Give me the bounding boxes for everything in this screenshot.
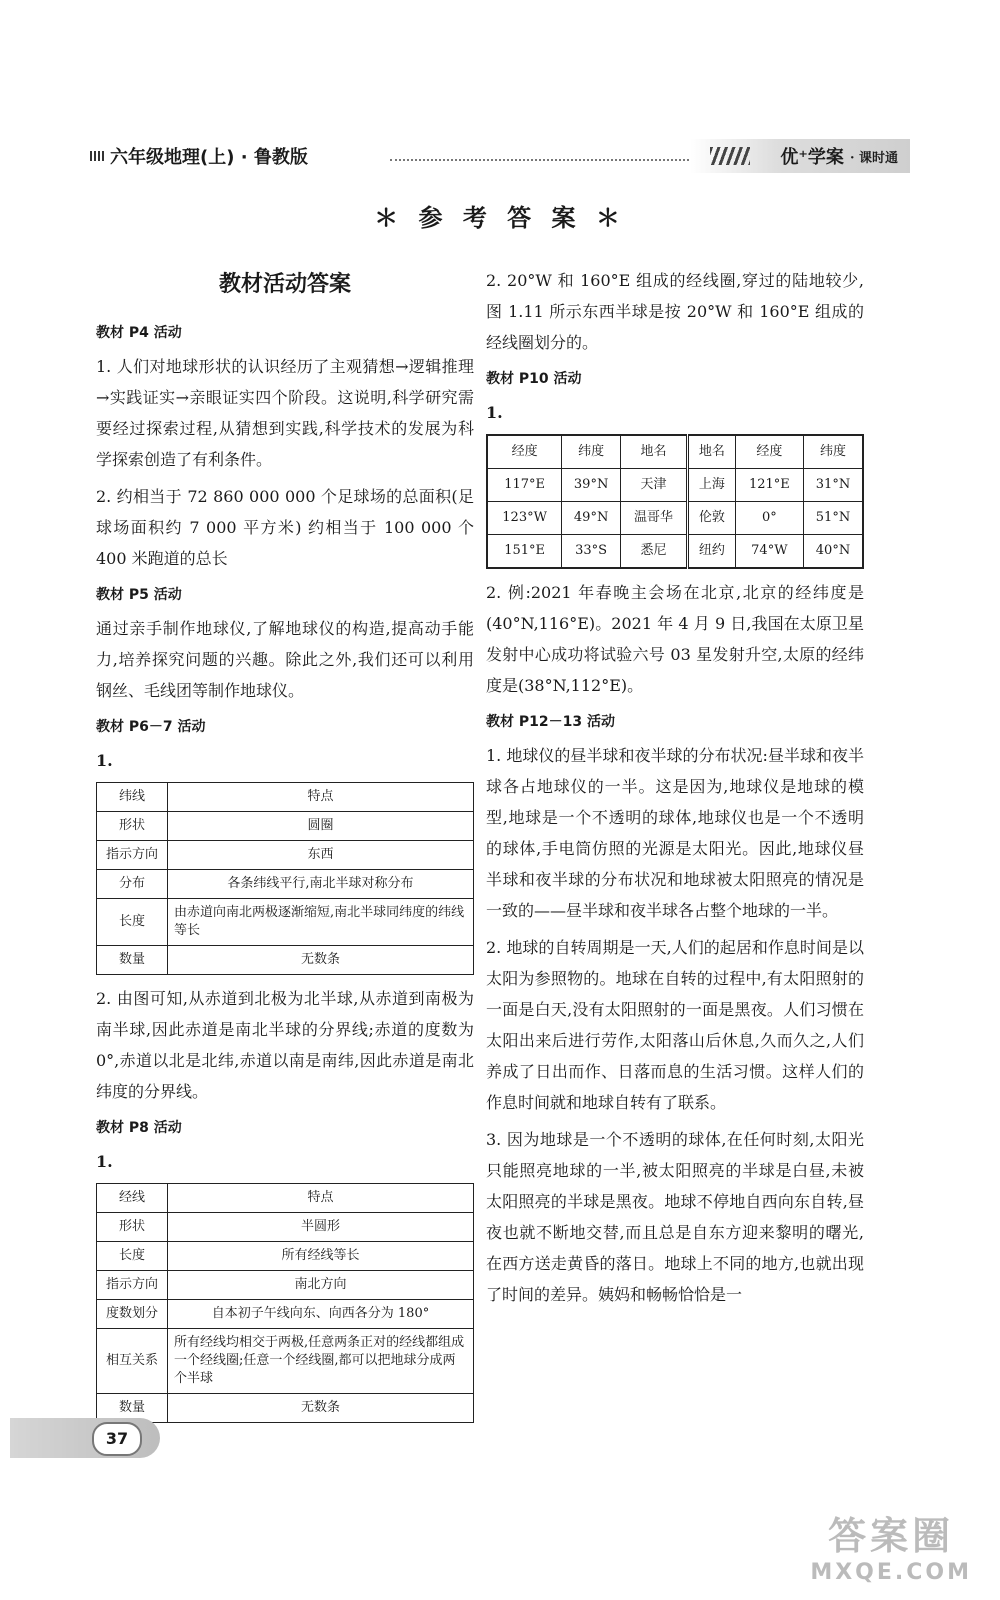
table-row: 数量 无数条 [97, 946, 474, 975]
watermark-logo: 答案圈 MXQE.COM [810, 1514, 972, 1585]
longitude-table [96, 1183, 474, 1423]
p1213-item-2: 2. 地球的自转周期是一天,人们的起居和作息时间是以太阳为参照物的。地球在自转的过程中,有太阳照射的一面是白天,没有太阳照射的一面是黑夜。人们习惯在太阳出来后进行劳作,太阳落山后休息,久而久之,人们养成了日出而作、日落而息的生活习惯。这样人们的作息时间就和地球自转有了联系。 [486, 938, 864, 1112]
heading-p5: 教材 P5 活动 [96, 587, 182, 603]
table-row: 相互关系 所有经线均相交于两极,任意两条正对的经线都组成一个经线圈;任意一个经线圈,都可以把地球分成两个半球 [97, 1329, 474, 1394]
latitude-table [96, 782, 474, 975]
slashes-icon [710, 147, 750, 165]
table-row: 指示方向 南北方向 [97, 1271, 474, 1300]
p67-item-1-label: 1. [96, 751, 113, 770]
heading-p4: 教材 P4 活动 [96, 325, 182, 341]
p4-item-2: 2. 约相当于 72 860 000 000 个足球场的总面积(足球场面积约 7 000 平方米) 约相当于 100 000 个 400 米跑道的总长 [96, 487, 474, 568]
grid-icon [90, 151, 104, 161]
heading-p12-13: 教材 P12－13 活动 [486, 714, 615, 730]
table-row: 123°W 49°N 温哥华 伦敦 0° 51°N [487, 502, 863, 535]
table-row: 形状 半圆形 [97, 1213, 474, 1242]
heading-p6-7: 教材 P6－7 活动 [96, 719, 206, 735]
p1213-item-3: 3. 因为地球是一个不透明的球体,在任何时刻,太阳光只能照亮地球的一半,被太阳照亮的半球是白昼,未被太阳照亮的半球是黑夜。地球不停地自西向东自转,昼夜也就不断地交替,而且总是自东方迎来黎明的曙光,在西方送走黄昏的落日。地球上不同的地方,也就出现了时间的差异。姨妈和畅畅恰恰是一 [486, 1130, 864, 1304]
p10-item-2: 2. 例:2021 年春晚主会场在北京,北京的经纬度是(40°N,116°E)。2021 年 4 月 9 日,我国在太原卫星发射中心成功将试验六号 03 星发射升空,太原的经纬度是(38°N,112°E)。 [486, 583, 864, 695]
table-row: 长度 由赤道向南北两极逐渐缩短,南北半球同纬度的纬线等长 [97, 899, 474, 946]
heading-p8: 教材 P8 活动 [96, 1120, 182, 1136]
table-row: 117°E 39°N 天津 上海 121°E 31°N [487, 469, 863, 502]
table-row: 经线 特点 [97, 1184, 474, 1213]
p5-text: 通过亲手制作地球仪,了解地球仪的构造,提高动手能力,培养探究问题的兴趣。除此之外,我们还可以利用钢丝、毛线团等制作地球仪。 [96, 619, 474, 700]
table-row: 数量 无数条 [97, 1394, 474, 1423]
p1213-item-1: 1. 地球仪的昼半球和夜半球的分布状况:昼半球和夜半球各占地球仪的一半。这是因为,地球仪是地球的模型,地球是一个不透明的球体,地球仪也是一个不透明的球体,手电筒仿照的光源是太阳光。因此,地球仪昼半球和夜半球的分布状况和地球被太阳照亮的情况是一致的——昼半球和夜半球各占整个地球的一半。 [486, 746, 864, 920]
table-row: 度数划分 自本初子午线向东、向西各分为 180° [97, 1300, 474, 1329]
coordinates-table [486, 434, 864, 569]
section-title: 教材活动答案 [218, 272, 351, 297]
table-row: 形状 圆圈 [97, 812, 474, 841]
right-column [486, 265, 864, 1316]
p10-item-1-label: 1. [486, 403, 503, 422]
header-brand: 优⁺学案 · 课时通 [690, 139, 910, 173]
header-dotted-rule [390, 159, 705, 161]
page-number: 37 [92, 1422, 142, 1456]
page-title: ＊ 参 考 答 案 ＊ [374, 204, 626, 232]
p67-item-2: 2. 由图可知,从赤道到北极为北半球,从赤道到南极为南半球,因此赤道是南北半球的分界线;赤道的度数为 0°,赤道以北是北纬,赤道以南是南纬,因此赤道是南北纬度的分界线。 [96, 989, 474, 1101]
header-book-title: 六年级地理(上) · 鲁教版 [90, 143, 308, 169]
table-row: 分布 各条纬线平行,南北半球对称分布 [97, 870, 474, 899]
p8-item-1-label: 1. [96, 1152, 113, 1171]
table-header-row: 经度 纬度 地名 地名 经度 纬度 [487, 435, 863, 469]
table-row: 纬线 特点 [97, 783, 474, 812]
page-header [90, 143, 910, 173]
table-row: 151°E 33°S 悉尼 纽约 74°W 40°N [487, 535, 863, 569]
p8-item-2: 2. 20°W 和 160°E 组成的经线圈,穿过的陆地较少,图 1.11 所示东西半球是按 20°W 和 160°E 组成的经线圈划分的。 [486, 271, 864, 352]
heading-p10: 教材 P10 活动 [486, 371, 582, 387]
left-column [96, 265, 474, 1431]
table-row: 长度 所有经线等长 [97, 1242, 474, 1271]
p4-item-1: 1. 人们对地球形状的认识经历了主观猜想→逻辑推理→实践证实→亲眼证实四个阶段。这说明,科学研究需要经过探索过程,从猜想到实践,科学技术的发展为科学探索创造了有利条件。 [96, 357, 474, 469]
table-row: 指示方向 东西 [97, 841, 474, 870]
